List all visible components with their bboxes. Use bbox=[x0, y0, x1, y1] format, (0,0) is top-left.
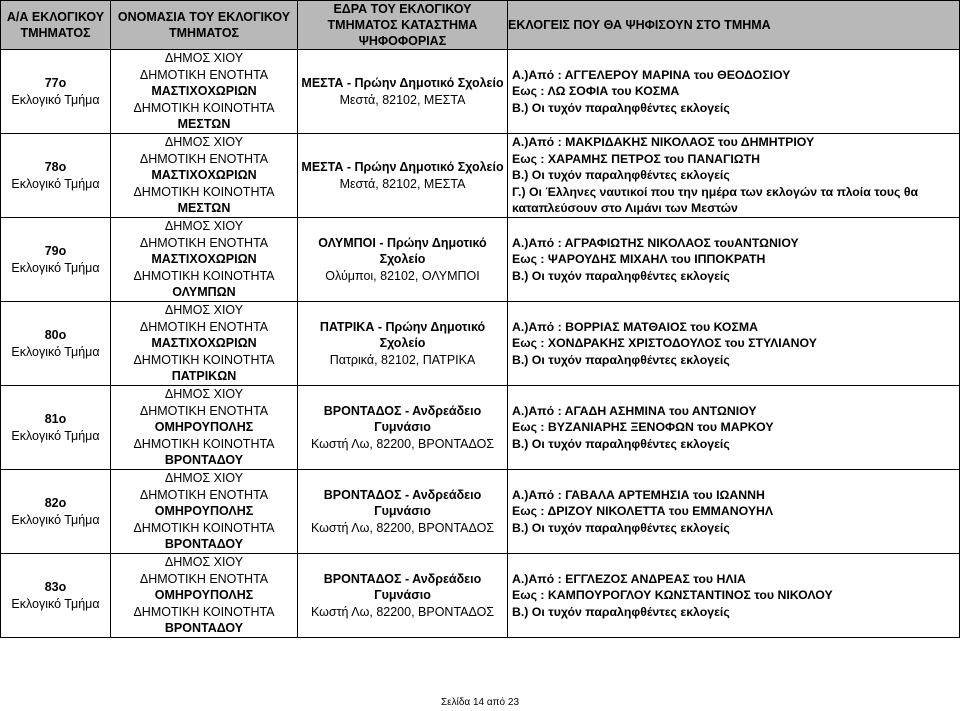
section-name-cell bbox=[111, 134, 298, 218]
section-name-line: ΔΗΜΟΣ ΧΙΟΥ bbox=[164, 303, 244, 318]
section-number-cell bbox=[1, 134, 111, 218]
section-name-line: ΔΗΜΟΤΙΚΗ ΕΝΟΤΗΤΑ bbox=[139, 151, 269, 166]
polling-seat-cell bbox=[298, 134, 508, 218]
section-number: 79ο bbox=[44, 243, 67, 258]
voters-line: Γ.) Οι Έλληνες ναυτικοί που την ημέρα των εκλογών τα πλοία τους θα καταπλεύσουν στο Λιμάνι των Μεστών bbox=[512, 184, 919, 216]
section-name-cell bbox=[111, 470, 298, 554]
polling-seat-cell bbox=[298, 554, 508, 638]
section-number: 83ο bbox=[44, 579, 67, 594]
polling-seat-cell bbox=[298, 50, 508, 134]
section-name-line: ΜΑΣΤΙΧΟΧΩΡΙΩΝ bbox=[151, 336, 257, 351]
section-number: 82ο bbox=[44, 495, 67, 510]
section-number-cell bbox=[1, 386, 111, 470]
voters-line: Εως : ΨΑΡΟΥΔΗΣ ΜΙΧΑΗΛ του ΙΠΠΟΚΡΑΤΗ bbox=[512, 252, 766, 267]
polling-seat-title: ΒΡΟΝΤΑΔΟΣ - Ανδρεάδειο Γυμνάσιο bbox=[323, 571, 482, 603]
polling-seat-title: ΟΛΥΜΠΟΙ - Πρώην Δημοτικό Σχολείο bbox=[318, 235, 487, 267]
polling-seat-address: Ολύμποι, 82102, ΟΛΥΜΠΟΙ bbox=[325, 268, 480, 283]
polling-seat-address: Πατρικά, 82102, ΠΑΤΡΙΚΑ bbox=[329, 352, 476, 367]
section-label: Εκλογικό Τμήμα bbox=[11, 260, 100, 275]
section-label: Εκλογικό Τμήμα bbox=[11, 596, 100, 611]
section-name-line: ΒΡΟΝΤΑΔΟΥ bbox=[164, 537, 244, 552]
voters-line: Β.) Οι τυχόν παραληφθέντες εκλογείς bbox=[512, 100, 730, 115]
polling-seat-cell bbox=[298, 302, 508, 386]
polling-seat-cell bbox=[298, 386, 508, 470]
voters-line: Α.)Από : ΜΑΚΡΙΔΑΚΗΣ ΝΙΚΟΛΑΟΣ του ΔΗΜΗΤΡΙΟΥ bbox=[512, 135, 815, 150]
table-body bbox=[1, 50, 960, 638]
section-name-line: ΟΜΗΡΟΥΠΟΛΗΣ bbox=[154, 504, 254, 519]
section-name-line: ΜΑΣΤΙΧΟΧΩΡΙΩΝ bbox=[151, 84, 257, 99]
section-name-line: ΔΗΜΟΣ ΧΙΟΥ bbox=[164, 135, 244, 150]
page-footer: Σελίδα 14 από 23 bbox=[440, 697, 520, 708]
voters-cell bbox=[508, 470, 960, 554]
table-row bbox=[1, 470, 960, 554]
voters-cell bbox=[508, 386, 960, 470]
polling-seat-address: Κωστή Λω, 82200, ΒΡΟΝΤΑΔΟΣ bbox=[310, 604, 495, 619]
voters-line: Εως : ΚΑΜΠΟΥΡΟΓΛΟΥ ΚΩΝΣΤΑΝΤΙΝΟΣ του ΝΙΚΟΛΟΥ bbox=[512, 588, 833, 603]
voters-cell bbox=[508, 134, 960, 218]
polling-seat-address: Μεστά, 82102, ΜΕΣΤΑ bbox=[339, 176, 466, 191]
section-name-line: ΜΑΣΤΙΧΟΧΩΡΙΩΝ bbox=[151, 168, 257, 183]
voters-line: Εως : ΧΑΡΑΜΗΣ ΠΕΤΡΟΣ του ΠΑΝΑΓΙΩΤΗ bbox=[512, 151, 761, 166]
polling-seat-title: ΜΕΣΤΑ - Πρώην Δημοτικό Σχολείο bbox=[301, 159, 504, 174]
section-name-line: ΔΗΜΟΤΙΚΗ ΕΝΟΤΗΤΑ bbox=[139, 571, 269, 586]
voters-line: Α.)Από : ΑΓΑΔΗ ΑΣΗΜΙΝΑ του ΑΝΤΩΝΙΟΥ bbox=[512, 403, 757, 418]
section-number: 81ο bbox=[44, 411, 67, 426]
section-number-cell bbox=[1, 554, 111, 638]
section-name-line: ΔΗΜΟΤΙΚΗ ΚΟΙΝΟΤΗΤΑ bbox=[133, 604, 275, 619]
section-name-cell bbox=[111, 50, 298, 134]
section-name-line: ΔΗΜΟΤΙΚΗ ΚΟΙΝΟΤΗΤΑ bbox=[133, 436, 275, 451]
section-name-line: ΟΜΗΡΟΥΠΟΛΗΣ bbox=[154, 420, 254, 435]
voters-cell bbox=[508, 50, 960, 134]
polling-seat-title: ΜΕΣΤΑ - Πρώην Δημοτικό Σχολείο bbox=[301, 75, 504, 90]
section-label: Εκλογικό Τμήμα bbox=[11, 176, 100, 191]
voters-line: Εως : ΔΡΙΖΟΥ ΝΙΚΟΛΕΤΤΑ του ΕΜΜΑΝΟΥΗΛ bbox=[512, 504, 774, 519]
section-name-line: ΔΗΜΟΤΙΚΗ ΕΝΟΤΗΤΑ bbox=[139, 319, 269, 334]
section-name-line: ΔΗΜΟΤΙΚΗ ΕΝΟΤΗΤΑ bbox=[139, 403, 269, 418]
polling-seat-cell bbox=[298, 218, 508, 302]
section-name-line: ΔΗΜΟΤΙΚΗ ΚΟΙΝΟΤΗΤΑ bbox=[133, 352, 275, 367]
section-name-line: ΔΗΜΟΤΙΚΗ ΕΝΟΤΗΤΑ bbox=[139, 487, 269, 502]
voters-line: Β.) Οι τυχόν παραληφθέντες εκλογείς bbox=[512, 604, 730, 619]
section-name-line: ΟΜΗΡΟΥΠΟΛΗΣ bbox=[154, 588, 254, 603]
section-number: 80ο bbox=[44, 327, 67, 342]
section-name-cell bbox=[111, 386, 298, 470]
voters-line: Β.) Οι τυχόν παραληφθέντες εκλογείς bbox=[512, 520, 730, 535]
section-number-cell bbox=[1, 302, 111, 386]
polling-seat-title: ΠΑΤΡΙΚΑ - Πρώην Δημοτικό Σχολείο bbox=[319, 319, 486, 351]
polling-seat-cell bbox=[298, 470, 508, 554]
section-name-line: ΔΗΜΟΣ ΧΙΟΥ bbox=[164, 387, 244, 402]
table-row bbox=[1, 386, 960, 470]
polling-seat-address: Κωστή Λω, 82200, ΒΡΟΝΤΑΔΟΣ bbox=[310, 520, 495, 535]
section-label: Εκλογικό Τμήμα bbox=[11, 428, 100, 443]
table-row bbox=[1, 554, 960, 638]
section-number: 77ο bbox=[44, 75, 67, 90]
section-number-cell bbox=[1, 218, 111, 302]
section-label: Εκλογικό Τμήμα bbox=[11, 512, 100, 527]
table-row bbox=[1, 134, 960, 218]
section-name-line: ΔΗΜΟΤΙΚΗ ΚΟΙΝΟΤΗΤΑ bbox=[133, 100, 275, 115]
section-name-line: ΔΗΜΟΤΙΚΗ ΚΟΙΝΟΤΗΤΑ bbox=[133, 268, 275, 283]
section-name-line: ΔΗΜΟΤΙΚΗ ΚΟΙΝΟΤΗΤΑ bbox=[133, 184, 275, 199]
polling-seat-title: ΒΡΟΝΤΑΔΟΣ - Ανδρεάδειο Γυμνάσιο bbox=[323, 403, 482, 435]
header-section-seat: ΕΔΡΑ ΤΟΥ ΕΚΛΟΓΙΚΟΥ ΤΜΗΜΑΤΟΣ ΚΑΤΑΣΤΗΜΑ ΨΗΦΟΦΟΡΙΑΣ bbox=[298, 1, 508, 50]
section-number-cell bbox=[1, 470, 111, 554]
section-label: Εκλογικό Τμήμα bbox=[11, 344, 100, 359]
voters-cell bbox=[508, 302, 960, 386]
voters-line: Α.)Από : ΕΓΓΛΕΖΟΣ ΑΝΔΡΕΑΣ του ΗΛΙΑ bbox=[512, 571, 746, 586]
header-voters: ΕΚΛΟΓΕΙΣ ΠΟΥ ΘΑ ΨΗΦΙΣΟΥΝ ΣΤΟ ΤΜΗΜΑ bbox=[508, 1, 960, 50]
voters-line: Εως : ΛΩ ΣΟΦΙΑ του ΚΟΣΜΑ bbox=[512, 84, 680, 99]
table-row bbox=[1, 218, 960, 302]
section-number-cell bbox=[1, 50, 111, 134]
section-name-line: ΔΗΜΟΣ ΧΙΟΥ bbox=[164, 555, 244, 570]
table-header-row bbox=[1, 1, 960, 50]
section-name-cell bbox=[111, 302, 298, 386]
voters-line: Εως : ΒΥΖΑΝΙΑΡΗΣ ΞΕΝΟΦΩΝ του ΜΑΡΚΟΥ bbox=[512, 420, 774, 435]
section-name-cell bbox=[111, 218, 298, 302]
voters-line: Α.)Από : ΓΑΒΑΛΑ ΑΡΤΕΜΗΣΙΑ του ΙΩΑΝΝΗ bbox=[512, 487, 765, 502]
section-name-line: ΔΗΜΟΤΙΚΗ ΕΝΟΤΗΤΑ bbox=[139, 67, 269, 82]
section-name-line: ΜΕΣΤΩΝ bbox=[177, 201, 231, 216]
voters-line: Εως : ΧΟΝΔΡΑΚΗΣ ΧΡΙΣΤΟΔΟΥΛΟΣ του ΣΤΥΛΙΑΝΟΥ bbox=[512, 336, 817, 351]
voters-line: Α.)Από : ΒΟΡΡΙΑΣ ΜΑΤΘΑΙΟΣ του ΚΟΣΜΑ bbox=[512, 319, 758, 334]
voters-line: Β.) Οι τυχόν παραληφθέντες εκλογείς bbox=[512, 268, 730, 283]
section-name-line: ΜΕΣΤΩΝ bbox=[177, 117, 231, 132]
section-name-line: ΠΑΤΡΙΚΩΝ bbox=[171, 369, 237, 384]
polling-seat-title: ΒΡΟΝΤΑΔΟΣ - Ανδρεάδειο Γυμνάσιο bbox=[323, 487, 482, 519]
voters-cell bbox=[508, 554, 960, 638]
section-number: 78ο bbox=[44, 159, 67, 174]
section-name-line: ΔΗΜΟΤΙΚΗ ΚΟΙΝΟΤΗΤΑ bbox=[133, 520, 275, 535]
voters-line: Α.)Από : ΑΓΡΑΦΙΩΤΗΣ ΝΙΚΟΛΑΟΣ τουΑΝΤΩΝΙΟΥ bbox=[512, 235, 799, 250]
section-name-line: ΒΡΟΝΤΑΔΟΥ bbox=[164, 621, 244, 636]
polling-seat-address: Μεστά, 82102, ΜΕΣΤΑ bbox=[339, 92, 466, 107]
table-row bbox=[1, 50, 960, 134]
voters-cell bbox=[508, 218, 960, 302]
section-label: Εκλογικό Τμήμα bbox=[11, 92, 100, 107]
section-name-line: ΜΑΣΤΙΧΟΧΩΡΙΩΝ bbox=[151, 252, 257, 267]
voters-line: Β.) Οι τυχόν παραληφθέντες εκλογείς bbox=[512, 436, 730, 451]
table-row bbox=[1, 302, 960, 386]
section-name-line: ΔΗΜΟΣ ΧΙΟΥ bbox=[164, 51, 244, 66]
section-name-line: ΔΗΜΟΣ ΧΙΟΥ bbox=[164, 471, 244, 486]
polling-seat-address: Κωστή Λω, 82200, ΒΡΟΝΤΑΔΟΣ bbox=[310, 436, 495, 451]
section-name-line: ΔΗΜΟΤΙΚΗ ΕΝΟΤΗΤΑ bbox=[139, 235, 269, 250]
voters-line: Β.) Οι τυχόν παραληφθέντες εκλογείς bbox=[512, 352, 730, 367]
header-section-number: Α/Α ΕΚΛΟΓΙΚΟΥ ΤΜΗΜΑΤΟΣ bbox=[1, 1, 111, 50]
section-name-cell bbox=[111, 554, 298, 638]
section-name-line: ΟΛΥΜΠΩΝ bbox=[172, 285, 236, 300]
header-section-name: ΟΝΟΜΑΣΙΑ ΤΟΥ ΕΚΛΟΓΙΚΟΥ ΤΜΗΜΑΤΟΣ bbox=[111, 1, 298, 50]
section-name-line: ΔΗΜΟΣ ΧΙΟΥ bbox=[164, 219, 244, 234]
voters-line: Α.)Από : ΑΓΓΕΛΕΡΟΥ ΜΑΡΙΝΑ του ΘΕΟΔΟΣΙΟΥ bbox=[512, 67, 791, 82]
section-name-line: ΒΡΟΝΤΑΔΟΥ bbox=[164, 453, 244, 468]
voters-line: Β.) Οι τυχόν παραληφθέντες εκλογείς bbox=[512, 168, 730, 183]
